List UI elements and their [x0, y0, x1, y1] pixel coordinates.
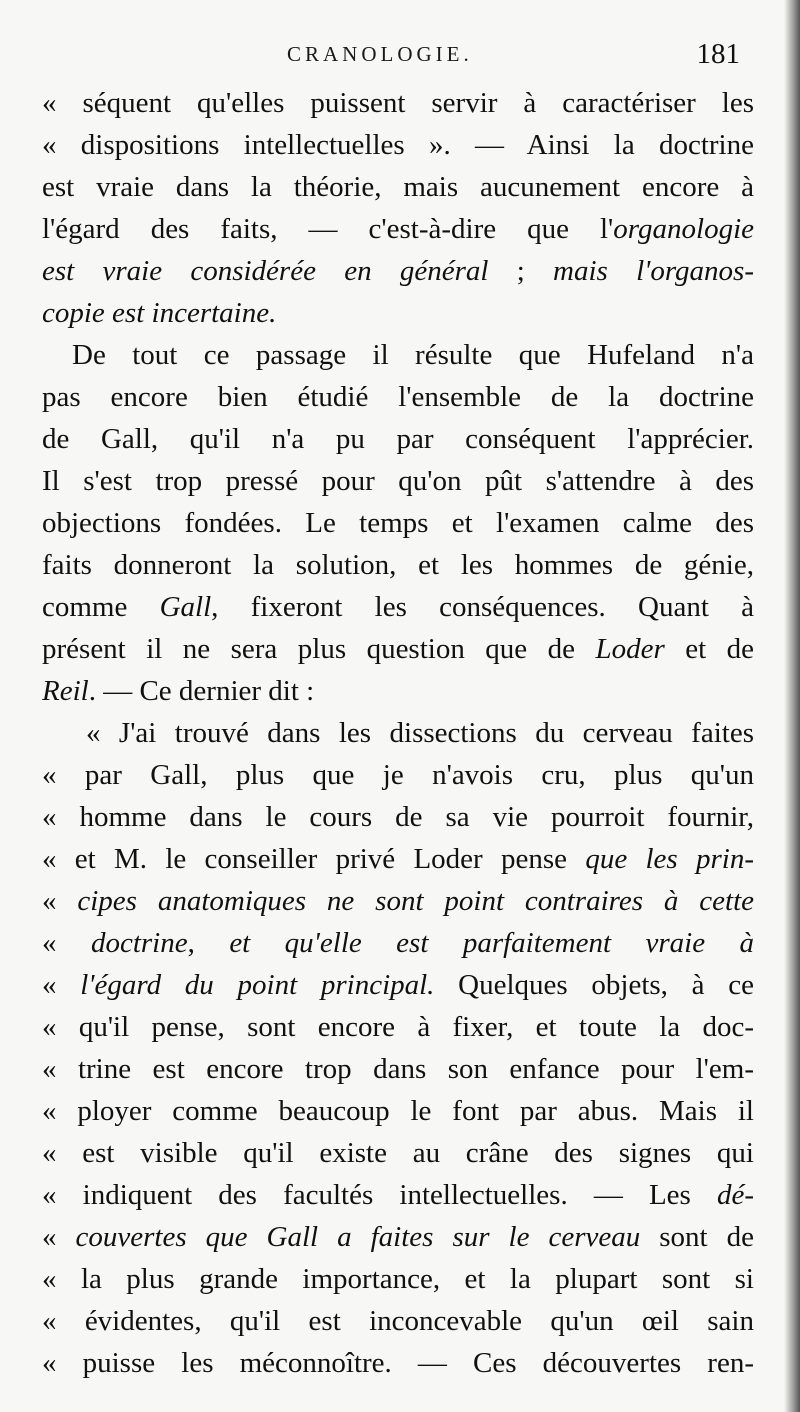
italic-text: est vraie considérée en général: [42, 255, 489, 287]
text-segment: « indiquent des facultés intellectuelles. — Les: [42, 1179, 717, 1211]
text-segment: « J'ai trouvé dans les dissections du cerveau faites: [86, 717, 754, 749]
text-segment: ,: [187, 927, 230, 959]
text-segment: , fixeront les conséquences. Quant à: [211, 591, 754, 623]
text-line: [42, 964, 754, 1006]
text-line: [42, 1342, 754, 1384]
text-line: [42, 1216, 754, 1258]
text-segment: « trine est encore trop dans son enfance pour l'em-: [42, 1053, 754, 1085]
text-line: [42, 796, 754, 838]
text-line: [42, 124, 754, 166]
text-line: [42, 460, 754, 502]
text-segment: « est visible qu'il existe au crâne des signes qui: [42, 1137, 754, 1169]
body-text: [42, 82, 754, 1384]
text-segment: « qu'il pense, sont encore à fixer, et toute la doc-: [42, 1011, 754, 1043]
text-segment: Il s'est trop pressé pour qu'on pût s'attendre à des: [42, 465, 754, 497]
text-segment: et de: [664, 633, 754, 665]
italic-text: copie est incertaine.: [42, 297, 277, 329]
text-line: [42, 1174, 754, 1216]
text-segment: sont de: [640, 1221, 754, 1253]
text-line: [42, 628, 754, 670]
text-segment: présent il ne sera plus question que de: [42, 633, 596, 665]
italic-text: et qu'elle est parfaitement vraie à: [229, 927, 754, 959]
text-line: [42, 418, 754, 460]
text-segment: objections fondées. Le temps et l'examen calme des: [42, 507, 754, 539]
page-header: [42, 38, 754, 78]
text-line: [42, 82, 754, 124]
text-line: [42, 1132, 754, 1174]
text-line: [42, 376, 754, 418]
italic-text: Gall: [159, 591, 212, 623]
text-segment: « évidentes, qu'il est inconcevable qu'un œil sain: [42, 1305, 754, 1337]
text-segment: est vraie dans la théorie, mais aucunement encore à: [42, 171, 754, 203]
text-line: [42, 544, 754, 586]
text-segment: pas encore bien étudié l'ensemble de la doctrine: [42, 381, 754, 413]
italic-text: organologie: [613, 213, 754, 245]
text-line: [42, 250, 754, 292]
text-line: [42, 334, 754, 376]
text-segment: « par Gall, plus que je n'avois cru, plus qu'un: [42, 759, 754, 791]
text-line: [42, 208, 754, 250]
italic-text: cipes anatomiques ne sont point contraires à cette: [77, 885, 754, 917]
text-line: [42, 292, 754, 334]
text-line: [42, 754, 754, 796]
text-line: [42, 586, 754, 628]
italic-text: Reil: [42, 675, 89, 707]
text-segment: «: [42, 1221, 76, 1253]
text-line: [42, 166, 754, 208]
text-line: [42, 922, 754, 964]
text-line: [42, 712, 754, 754]
text-segment: de Gall, qu'il n'a pu par conséquent l'apprécier.: [42, 423, 754, 455]
text-line: [42, 880, 754, 922]
italic-text: doctrine: [90, 927, 188, 959]
text-segment: « homme dans le cours de sa vie pourroit fournir,: [42, 801, 754, 833]
text-segment: Quelques objets, à ce: [434, 969, 754, 1001]
text-line: [42, 1300, 754, 1342]
page-edge-shadow: [784, 0, 800, 1412]
text-segment: faits donneront la solution, et les hommes de génie,: [42, 549, 754, 581]
italic-text: dé-: [716, 1179, 754, 1211]
italic-text: mais l'organos-: [553, 255, 754, 287]
text-segment: l'égard des faits, — c'est-à-dire que l': [42, 213, 614, 245]
text-segment: « séquent qu'elles puissent servir à caractériser les: [42, 87, 754, 119]
text-line: [42, 670, 754, 712]
text-line: [42, 1048, 754, 1090]
text-line: [42, 838, 754, 880]
text-segment: «: [42, 969, 81, 1001]
text-segment: «: [42, 927, 91, 959]
text-segment: . — Ce dernier dit :: [88, 675, 315, 707]
page-number: 181: [696, 38, 740, 70]
text-line: [42, 502, 754, 544]
italic-text: l'égard du point principal.: [80, 969, 435, 1001]
text-segment: ;: [488, 255, 554, 287]
text-segment: « la plus grande importance, et la plupart sont si: [42, 1263, 754, 1295]
text-segment: De tout ce passage il résulte que Hufeland n'a: [72, 339, 754, 371]
text-segment: « puisse les méconnoître. — Ces découvertes ren-: [42, 1347, 754, 1379]
italic-text: couvertes que Gall a faites sur le cerveau: [75, 1221, 641, 1253]
italic-text: que les prin-: [585, 843, 754, 875]
text-line: [42, 1090, 754, 1132]
text-segment: comme: [42, 591, 160, 623]
text-segment: « ployer comme beaucoup le font par abus. Mais il: [42, 1095, 754, 1127]
italic-text: Loder: [595, 633, 665, 665]
text-segment: «: [42, 885, 78, 917]
text-segment: « dispositions intellectuelles ». — Ainsi la doctrine: [42, 129, 754, 161]
text-line: [42, 1258, 754, 1300]
running-title: CRANOLOGIE.: [287, 42, 473, 66]
text-line: [42, 1006, 754, 1048]
text-segment: « et M. le conseiller privé Loder pense: [42, 843, 586, 875]
